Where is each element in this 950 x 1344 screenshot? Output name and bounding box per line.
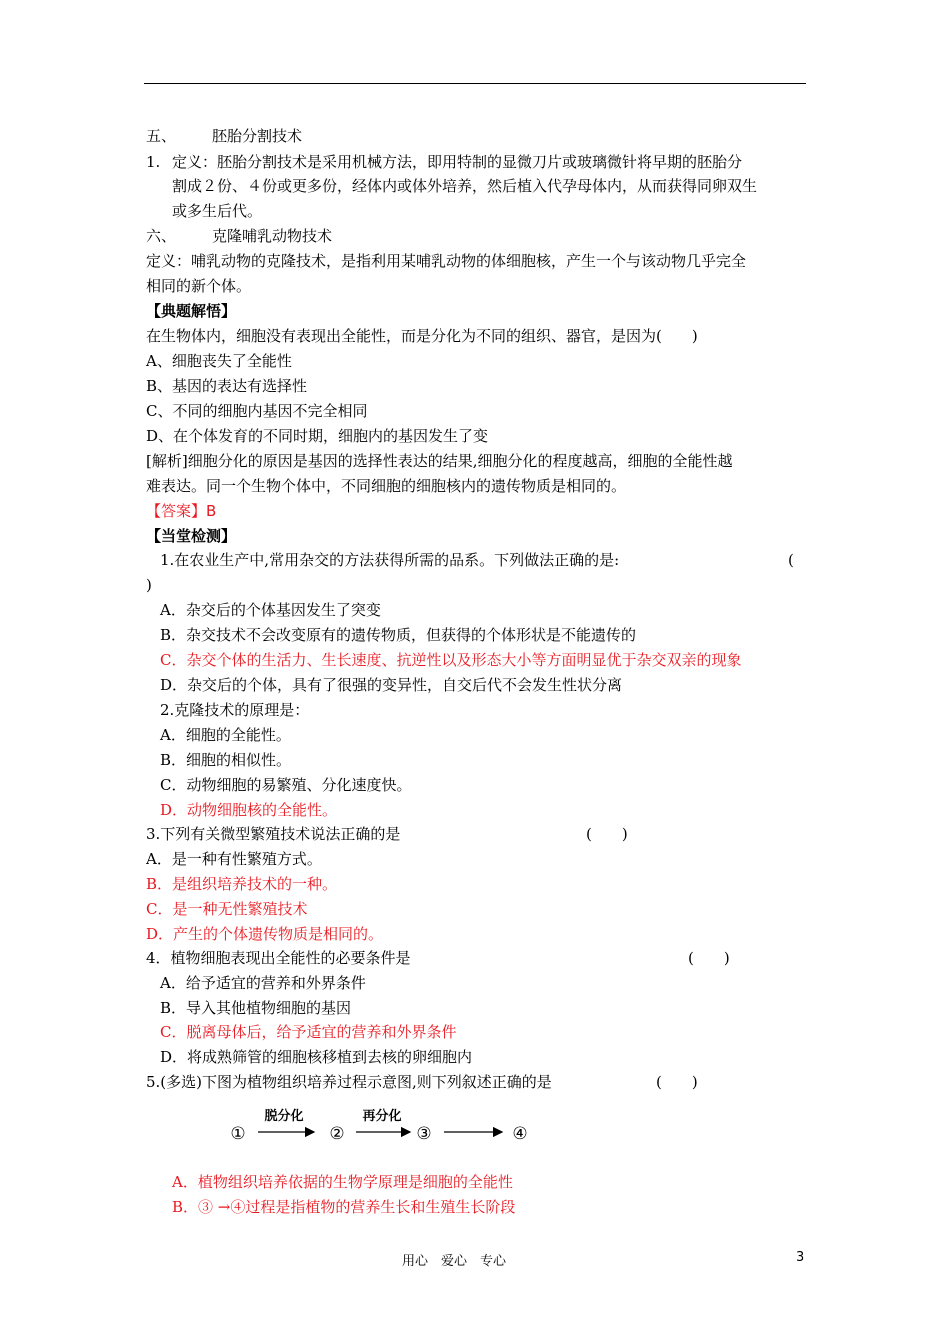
section5-def-line2: 割成２份、４份或更多份，经体内或体外培养，然后植入代孕母体内，从而获得同卵双生	[172, 177, 758, 195]
example-analysis-line1: [解析]细胞分化的原因是基因的选择性表达的结果,细胞分化的程度越高，细胞的全能性越	[146, 452, 733, 470]
q4-option-d: D．将成熟筛管的细胞核移植到去核的卵细胞内	[160, 1048, 473, 1066]
q2-option-b: B．细胞的相似性。	[160, 751, 292, 769]
section5-def-line3: 或多生后代。	[172, 202, 263, 220]
section6-def-line2: 相同的新个体。	[146, 277, 252, 295]
section5-number: 五、	[146, 127, 177, 145]
diagram-node-3: ③	[416, 1124, 432, 1144]
section5-def-line1: 定义：胚胎分割技术是采用机械方法，即用特制的显微刀片或玻璃微针将早期的胚胎分	[172, 153, 743, 171]
diagram-node-1: ①	[230, 1124, 246, 1144]
q1-option-a: A．杂交后的个体基因发生了突变	[160, 601, 381, 619]
example-option-d: D、在个体发育的不同时期，细胞内的基因发生了变	[146, 427, 489, 445]
q3-option-d: D．产生的个体遗传物质是相同的。	[146, 925, 384, 943]
footer-motto: 用心 爱心 专心	[402, 1254, 507, 1269]
answer-value: B	[206, 502, 217, 520]
q4-option-b: B．导入其他植物细胞的基因	[160, 999, 352, 1017]
section6-def-line1: 定义：哺乳动物的克隆技术，是指利用某哺乳动物的体细胞核，产生一个与该动物几乎完全	[146, 252, 747, 270]
q1-option-d: D．杂交后的个体，具有了很强的变异性，自交后代不会发生性状分离	[160, 676, 623, 694]
q2-option-c: C．动物细胞的易繁殖、分化速度快。	[160, 776, 412, 794]
q3-paren: ( )	[586, 825, 628, 843]
section6-title: 克隆哺乳动物技术	[212, 227, 333, 245]
q2-option-a: A．细胞的全能性。	[160, 726, 291, 744]
example-option-b: B、基因的表达有选择性	[146, 377, 308, 395]
diagram-label-redifferentiation: 再分化	[362, 1109, 402, 1124]
section6-number: 六、	[146, 227, 177, 245]
q1-option-c: C．杂交个体的生活力、生长速度、抗逆性以及形态大小等方面明显优于杂交双亲的现象	[160, 651, 742, 669]
section5-def-number: 1.	[146, 153, 161, 171]
diagram-label-dedifferentiation: 脱分化	[264, 1109, 304, 1124]
q3-option-a: A．是一种有性繁殖方式。	[146, 850, 322, 868]
diagram-node-2: ②	[329, 1124, 345, 1144]
answer-label: 【答案】	[146, 502, 207, 520]
q5-option-a: A．植物组织培养依据的生物学原理是细胞的全能性	[172, 1173, 513, 1191]
q2-text: 2.克隆技术的原理是：	[160, 701, 310, 719]
q1-paren-open: (	[788, 551, 794, 569]
test-heading: 【当堂检测】	[146, 527, 237, 545]
example-heading: 【典题解悟】	[146, 302, 237, 320]
q3-option-b: B．是组织培养技术的一种。	[146, 875, 338, 893]
example-answer	[146, 501, 216, 521]
example-option-c: C、不同的细胞内基因不完全相同	[146, 402, 368, 420]
section5-title: 胚胎分割技术	[212, 127, 303, 145]
q5-text: 5.(多选)下图为植物组织培养过程示意图,则下列叙述正确的是	[146, 1073, 552, 1091]
q3-option-c: C．是一种无性繁殖技术	[146, 900, 308, 918]
q1-paren-close: )	[146, 576, 152, 594]
q4-paren: ( )	[688, 949, 730, 967]
q3-text: 3.下列有关微型繁殖技术说法正确的是	[146, 825, 401, 843]
q2-option-d: D．动物细胞核的全能性。	[160, 801, 338, 819]
example-question: 在生物体内，细胞没有表现出全能性，而是分化为不同的组织、器官，是因为( )	[146, 327, 698, 345]
q4-option-a: A．给予适宜的营养和外界条件	[160, 974, 366, 992]
q4-text: 4．植物细胞表现出全能性的必要条件是	[146, 949, 411, 967]
example-analysis-line2: 难表达。同一个生物个体中，不同细胞的细胞核内的遗传物质是相同的。	[146, 477, 627, 495]
q1-text: 1.在农业生产中,常用杂交的方法获得所需的品系。下列做法正确的是:	[160, 551, 620, 569]
page-number: 3	[796, 1250, 805, 1265]
q5-option-b: B．③ →④过程是指植物的营养生长和生殖生长阶段	[172, 1198, 516, 1216]
header-rule	[144, 83, 806, 84]
tissue-culture-diagram	[228, 1104, 538, 1148]
example-option-a: A、细胞丧失了全能性	[146, 352, 292, 370]
diagram-node-4: ④	[512, 1124, 528, 1144]
q5-paren: ( )	[656, 1073, 698, 1091]
q1-option-b: B．杂交技术不会改变原有的遗传物质，但获得的个体形状是不能遗传的	[160, 626, 637, 644]
q4-option-c: C．脱离母体后，给予适宜的营养和外界条件	[160, 1023, 457, 1041]
